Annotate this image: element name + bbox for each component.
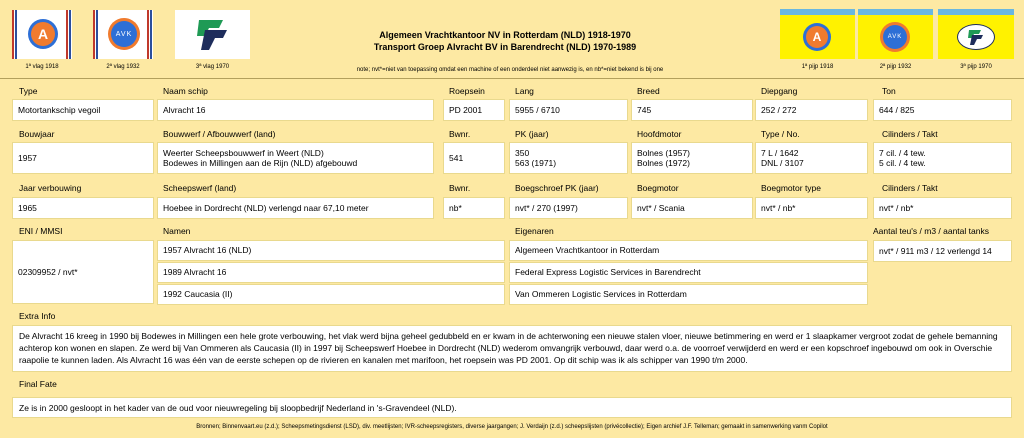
label-bwnr-2: Bwnr. — [449, 183, 471, 193]
value-cilinders-takt-2: nvt* / nb* — [873, 197, 1012, 219]
label-roepsein: Roepsein — [449, 86, 485, 96]
label-pk-jaar: PK (jaar) — [515, 129, 549, 139]
label-ton: Ton — [882, 86, 896, 96]
label-type-no: Type / No. — [761, 129, 800, 139]
value-breed: 745 — [631, 99, 753, 121]
owner-row-3: Van Ommeren Logistic Services in Rotterdam — [509, 284, 868, 305]
value-lang: 5955 / 6710 — [509, 99, 628, 121]
value-boegmotor: nvt* / Scania — [631, 197, 753, 219]
flag-1932-caption: 2ª vlag 1932 — [106, 64, 140, 70]
label-type: Type — [19, 86, 38, 96]
label-hoofdmotor: Hoofdmotor — [637, 129, 682, 139]
value-roepsein: PD 2001 — [443, 99, 505, 121]
final-fate-text: Ze is in 2000 gesloopt in het kader van de oud voor nieuwregeling bij sloopbedrijf Nederland in 's-Gravendeel (NLD). — [12, 397, 1012, 418]
value-bouwwerf: Weerter Scheepsbouwwerf in Weert (NLD) Bodewes in Millingen aan de Rijn (NLD) afgebouwd — [157, 142, 434, 174]
value-bwnr-2: nb* — [443, 197, 505, 219]
label-diepgang: Diepgang — [761, 86, 798, 96]
value-diepgang: 252 / 272 — [755, 99, 868, 121]
funnel-1932 — [858, 9, 933, 59]
label-bouwwerf: Bouwwerf / Afbouwwerf (land) — [163, 129, 276, 139]
label-eni-mmsi: ENI / MMSI — [19, 226, 63, 236]
funnel-1970-emblem — [957, 24, 995, 50]
value-eni-mmsi: 02309952 / nvt* — [12, 240, 154, 304]
label-jaar-verbouwing: Jaar verbouwing — [19, 183, 82, 193]
funnel-1932-caption: 2ª pijp 1932 — [879, 64, 912, 70]
label-boegmotor: Boegmotor — [637, 183, 679, 193]
flag-1932 — [93, 10, 153, 59]
value-scheepswerf: Hoebee in Dordrecht (NLD) verlengd naar 67,10 meter — [157, 197, 434, 219]
value-pk-jaar: 350 563 (1971) — [509, 142, 628, 174]
funnel-1918-caption: 1ª pijp 1918 — [801, 64, 834, 70]
funnel-1918-emblem: A — [803, 23, 831, 51]
flag-1970-caption: 3ª vlag 1970 — [195, 64, 230, 70]
value-type-no: 7 L / 1642 DNL / 3107 — [755, 142, 868, 174]
funnel-1932-emblem: AVK — [880, 22, 910, 52]
value-jaar-verbouwing: 1965 — [12, 197, 154, 219]
alvracht-logo-small-icon — [957, 24, 995, 50]
sources-footer: Bronnen; Binnenvaart.eu (z.d.); Scheepsmetingsdienst (LSD), div. meetlijsten; IVR-scheepsregisters, diverse jaargangen; J. Verdaijn (z.d.) scheepslijsten (privécollectie); Eigen archief J.F. Telleman; gemaakt in samenwerking vanm Copilot — [196, 424, 828, 430]
name-row-1: 1957 Alvracht 16 (NLD) — [157, 240, 505, 261]
flag-1970 — [175, 10, 250, 59]
value-ton: 644 / 825 — [873, 99, 1012, 121]
label-final-fate: Final Fate — [19, 379, 57, 389]
legend-note: note; nvt*=niet van toepassing omdat een machine of een onderdeel niet aanwezig is, en nb*=niet bekend is bij one — [356, 67, 664, 73]
label-extra-info: Extra Info — [19, 311, 56, 321]
extra-info-text: De Alvracht 16 kreeg in 1990 bij Bodewes in Millingen een hele grote verbouwing, het vlak werd bijna geheel gedubbeld en er kwam in de achterwoning een nieuwe stalen vloer, nieuwe betimmering en werd er 1 slaapkamer vergroot zodat de gehele bemanning achterop kon wonen en slapen. Ze werd bij Van Ommeren als Caucasia (II) in 1997 bij Scheepswerf Hoebee in Dordrecht (NLD) wederom omvangrijk verbouwd, daar werd o.a. de voorroef verwijderd en werd er een kopschroef ingebouwd om ook in Overschie raapolie te kunnen laden. Als Alvracht 16 was één van de eerste schepen op de rivieren en kanalen met marifoon, het roepsein was PD 2001. Op dit schip was ik als schipper van 1990 t/m 2000. — [12, 325, 1012, 372]
flag-1918-caption: 1ª vlag 1918 — [25, 64, 59, 70]
value-naam-schip: Alvracht 16 — [157, 99, 434, 121]
flag-1918-emblem: A — [28, 19, 58, 49]
name-row-3: 1992 Caucasia (II) — [157, 284, 505, 305]
label-capacity: Aantal teu's / m3 / aantal tanks — [873, 226, 989, 236]
funnel-1918 — [780, 9, 855, 59]
label-breed: Breed — [637, 86, 660, 96]
name-row-2: 1989 Alvracht 16 — [157, 262, 505, 283]
label-scheepswerf: Scheepswerf (land) — [163, 183, 237, 193]
flag-1932-emblem: AVK — [108, 18, 140, 50]
label-bouwjaar: Bouwjaar — [19, 129, 55, 139]
label-bwnr: Bwnr. — [449, 129, 471, 139]
value-boegmotor-type: nvt* / nb* — [755, 197, 868, 219]
value-type: Motortankschip vegoil — [12, 99, 154, 121]
value-bwnr: 541 — [443, 142, 505, 174]
label-naam-schip: Naam schip — [163, 86, 208, 96]
label-boegmotor-type: Boegmotor type — [761, 183, 822, 193]
owner-row-2: Federal Express Logistic Services in Barendrecht — [509, 262, 868, 283]
value-cilinders-takt: 7 cil. / 4 tew. 5 cil. / 4 tew. — [873, 142, 1012, 174]
value-bouwjaar: 1957 — [12, 142, 154, 174]
page-title: Algemeen Vrachtkantoor NV in Rotterdam (NLD) 1918-1970 Transport Groep Alvracht BV in Barendrecht (NLD) 1970-1989 — [373, 30, 637, 52]
value-capacity: nvt* / 911 m3 / 12 verlengd 14 — [873, 240, 1012, 262]
alvracht-logo-icon — [175, 10, 250, 59]
label-cilinders-takt: Cilinders / Takt — [882, 129, 938, 139]
label-cilinders-takt-2: Cilinders / Takt — [882, 183, 938, 193]
label-eigenaren: Eigenaren — [515, 226, 554, 236]
label-lang: Lang — [515, 86, 534, 96]
owner-row-1: Algemeen Vrachtkantoor in Rotterdam — [509, 240, 868, 261]
funnel-1970 — [938, 9, 1014, 59]
flag-1918 — [12, 10, 72, 59]
funnel-1970-caption: 3ª pijp 1970 — [960, 64, 992, 70]
value-boegschroef-pk: nvt* / 270 (1997) — [509, 197, 628, 219]
label-boegschroef-pk: Boegschroef PK (jaar) — [515, 183, 599, 193]
label-namen: Namen — [163, 226, 191, 236]
value-hoofdmotor: Bolnes (1957) Bolnes (1972) — [631, 142, 753, 174]
